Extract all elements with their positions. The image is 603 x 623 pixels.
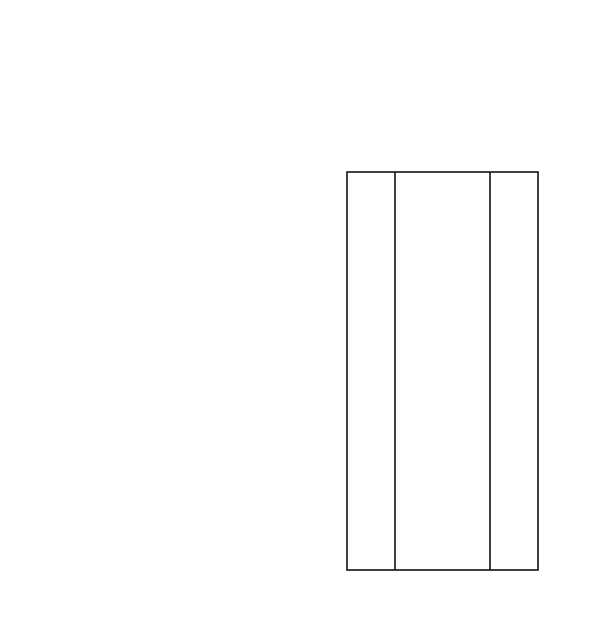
chip-body — [347, 172, 538, 570]
